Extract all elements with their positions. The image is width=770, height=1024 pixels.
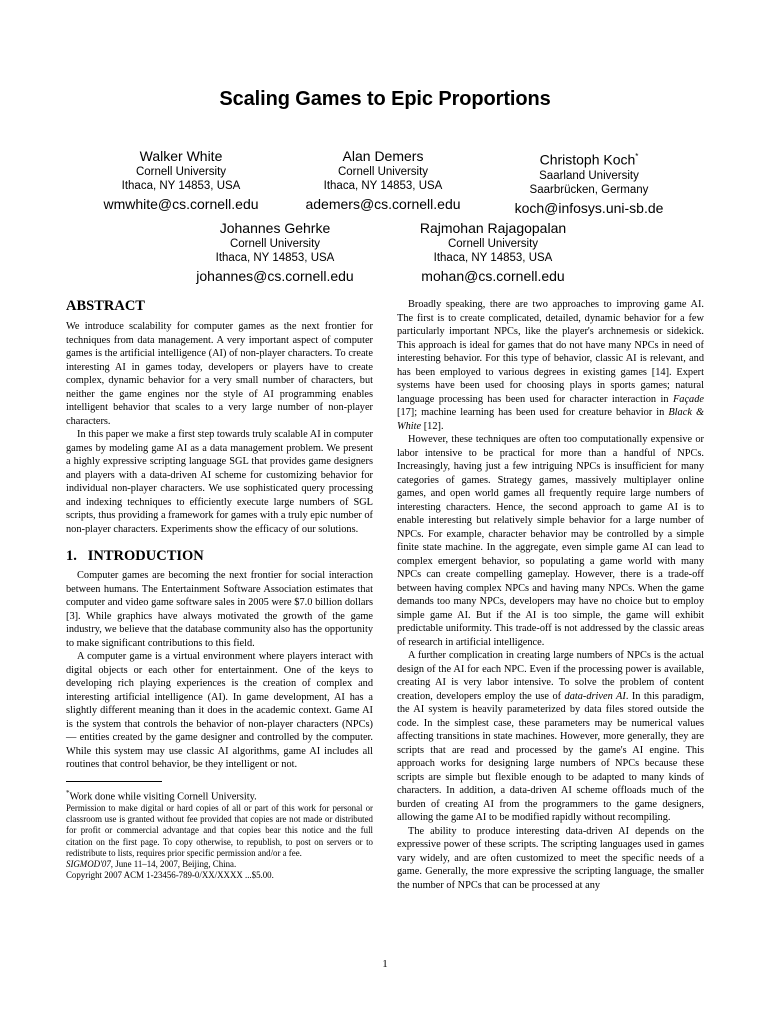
author-email[interactable]: ademers@cs.cornell.edu bbox=[305, 196, 461, 212]
copyright-line: Copyright 2007 ACM 1-23456-789-0/XX/XXXX ...$5.00. bbox=[66, 870, 274, 881]
author-footnote-mark: * bbox=[635, 152, 639, 161]
author-name: Christoph Koch* bbox=[539, 151, 639, 168]
body-paragraph: The ability to produce interesting data-driven AI depends on the expressive power of these scripts. The scripting languages used in games vary widely, and are often customized to meet the specific needs of a game. Generally, the more expressive the scripting language, the smaller the number of NPCs that can be processed at any bbox=[397, 825, 704, 891]
left-column bbox=[66, 298, 373, 881]
author-email[interactable]: mohan@cs.cornell.edu bbox=[421, 268, 565, 284]
body-paragraph: Broadly speaking, there are two approaches to improving game AI. The first is to create complicated, detailed, dynamic behavior for a few particularly important NPCs, like the player's archnemesis or sidekick. This approach is ideal for games that do not have many NPCs in need of interesting behavior. For this type of behavior, classic AI is relevant, and has been employed to various degrees in existing games [14]. Expert systems have been used for choosing plays in sports games; natural language processing has been used for character interaction in Façade [17]; machine learning has been used for creature behavior in Black & White [12]. bbox=[397, 299, 704, 432]
author-alan-demers bbox=[288, 148, 478, 213]
author-institution: Cornell University bbox=[337, 166, 429, 178]
author-name: Walker White bbox=[139, 148, 223, 164]
intro-paragraph: A computer game is a virtual environment where players interact with digital objects or each other for entertainment. One of the keys to developing rich playing experiences is the creation of complex and interesting artificial intelligence (AI). In game development, AI has a slightly different meaning than it does in the academic context. Game AI is the system that controls the behavior of non-player characters (NPCs) — entities created by the game designer and controlled by the computer. While this system may use classic AI algorithms, game AI includes all routines that control behavior, be they intelligent or not. bbox=[66, 651, 373, 770]
author-location: Ithaca, NY 14853, USA bbox=[121, 180, 241, 192]
author-walker-white bbox=[96, 148, 266, 213]
author-name: Rajmohan Rajagopalan bbox=[419, 220, 567, 236]
permission-notice bbox=[66, 803, 373, 881]
author-email[interactable]: koch@infosys.uni-sb.de bbox=[514, 199, 664, 216]
right-column bbox=[397, 298, 704, 892]
footnote: *Work done while visiting Cornell University. bbox=[66, 788, 257, 802]
body-paragraph: A further complication in creating large numbers of NPCs is the actual design of the AI for each NPC. Even if the processing power is available, creating AI is very labor intensive. To solve the problem of content creation, developers employ the use of data-driven AI. In this paradigm, the AI system is heavily parameterized by data files stored outside the code. In the simplest case, these parameters may be numerical values affecting transitions in state machines. However, more generally, they are scripts that are read and processed by the game's AI engine. This approach works for designing large numbers of NPCs because these scripts are simple but flexible enough to be adapted to many kinds of characters. In addition, a data-driven AI scheme offloads much of the burden of creating AI from the programmers to the game designers, allowing the game AI to be modified rapidly without recompiling. bbox=[397, 650, 704, 823]
author-location: Saarbrücken, Germany bbox=[529, 183, 649, 196]
author-name: Johannes Gehrke bbox=[219, 220, 331, 236]
author-rajmohan-rajagopalan bbox=[398, 220, 588, 285]
author-name: Alan Demers bbox=[342, 148, 424, 164]
author-email[interactable]: johannes@cs.cornell.edu bbox=[196, 268, 354, 284]
paper-title: Scaling Games to Epic Proportions bbox=[219, 88, 551, 110]
author-location: Ithaca, NY 14853, USA bbox=[433, 252, 553, 264]
author-email[interactable]: wmwhite@cs.cornell.edu bbox=[103, 196, 259, 212]
author-location: Ithaca, NY 14853, USA bbox=[323, 180, 443, 192]
abstract-heading: ABSTRACT bbox=[66, 298, 145, 314]
page-number: 1 bbox=[382, 958, 388, 970]
introduction-heading: 1. INTRODUCTION bbox=[66, 548, 204, 564]
abstract-paragraph: We introduce scalability for computer games as the next frontier for techniques from data management. A very important aspect of computer games is the artificial intelligence (AI) of non-player characters. To create interesting AI in games today, developers or players have to create complex, dynamic behavior for a very small number of characters, but neither the game engines nor the style of AI programming enables intelligent behavior that scales to a very large number of non-player characters. bbox=[66, 321, 373, 427]
author-christoph-koch bbox=[494, 148, 684, 217]
permission-text: Permission to make digital or hard copies of all or part of this work for personal or classroom use is granted without fee provided that copies are not made or distributed for profit or commercial advantage and that copies bear this notice and the full citation on the first page. To copy otherwise, to republish, to post on servers or to redistribute to lists, requires prior specific permission and/or a fee. bbox=[66, 802, 373, 858]
author-location: Ithaca, NY 14853, USA bbox=[215, 252, 335, 264]
author-institution: Cornell University bbox=[229, 238, 321, 250]
author-institution: Cornell University bbox=[447, 238, 539, 250]
conference-name: SIGMOD'07, bbox=[66, 858, 114, 869]
footnote-divider bbox=[66, 781, 162, 782]
author-institution: Cornell University bbox=[135, 166, 227, 178]
author-institution: Saarland University bbox=[539, 169, 639, 182]
footnote-mark: * bbox=[66, 788, 70, 797]
body-paragraph: However, these techniques are often too computationally expensive or labor intensive to be practical for more than a handful of NPCs. Increasingly, having just a few intriguing NPCs is insufficient for many categories of games. Strategy games, massively multiplayer online games, and open world games all frequently require large numbers of interesting characters. Hence, the second approach to game AI is to enable interesting but relatively simple behavior for a large number of NPCs. For example, character behavior may be controlled by a simple finite state machine. In the aggregate, even simple game AI can lead to complex emergent behavior, so populating a game world with many NPCs can create compelling gameplay. However, there is a trade-off between having complex NPCs and having many NPCs. When the game demands too many NPCs, developers may have no choice but to employ simple game AI. But if the AI is too simple, the game will exhibit predictable uniformity. This trade-off is not addressed by the classic areas of research in artificial intelligence. bbox=[397, 434, 704, 648]
conference-details: June 11–14, 2007, Beijing, China. bbox=[113, 858, 237, 869]
abstract-paragraph: In this paper we make a first step towards truly scalable AI in computer games by modeling game AI as a data management problem. We present a highly expressive scripting language SGL that provides game designers and players with a data-driven AI scheme for customizing behavior for individual non-player characters. We use sophisticated query processing and indexing techniques to efficiently execute large numbers of SGL scripts, thus providing a framework for games with a truly epic number of non-player characters. Experiments show the efficacy of our solutions. bbox=[66, 429, 373, 535]
intro-paragraph: Computer games are becoming the next frontier for social interaction between humans. The Entertainment Software Association estimates that computer and video game software sales in 2005 were $7.0 billion dollars [3]. While graphics have always motivated the growth of the game industry, we believe that the database community also has the opportunity to make significant contributions to this field. bbox=[66, 570, 373, 649]
author-johannes-gehrke bbox=[180, 220, 370, 285]
